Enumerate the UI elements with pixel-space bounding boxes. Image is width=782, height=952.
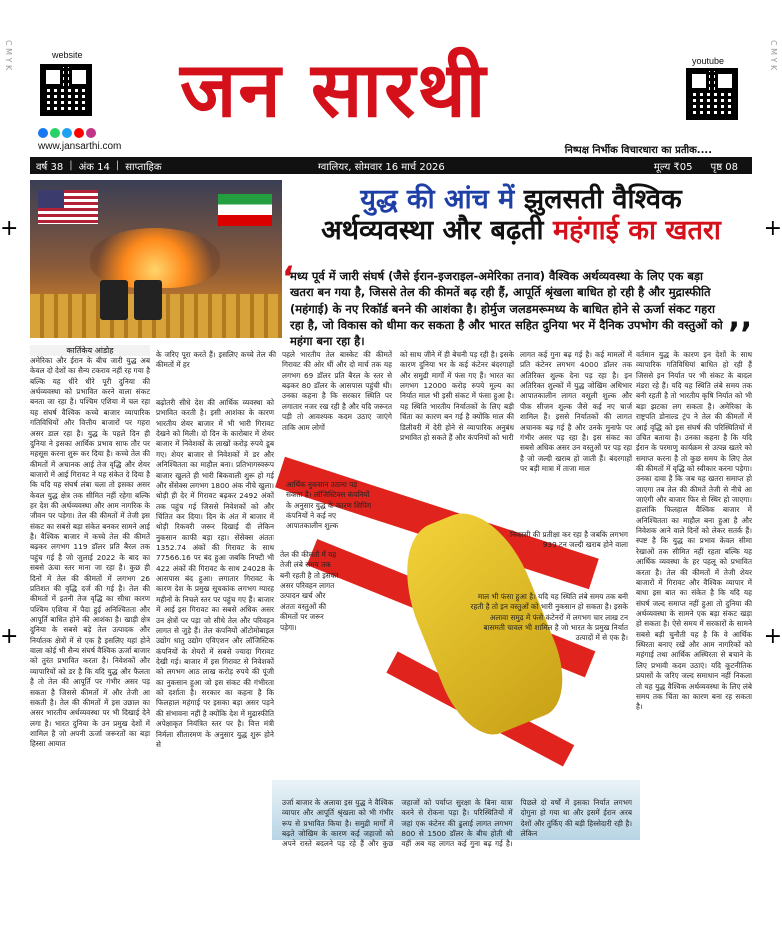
headline-part-4: महंगाई का खतरा <box>543 215 721 247</box>
main-headline <box>290 184 752 246</box>
social-icons <box>38 128 96 138</box>
article-column-4: को साथ जीने में ही बेचनी पड़ रही है। इसके कारण दुनिया भर के कई कंटेनर बंदरगाहों और समुद्री मार्गों में फंस गए हैं। भारत का लगभग 12000 करोड़ रुपये मूल्य का निर्यात माल भी इसी संकट में फंसा हुआ है। यह स्थिति भारतीय निर्यातकों के लिए बड़ी चिंता का कारण बन गई है क्योंकि माल की डिलीवरी में देरी होने से व्यापारिक अनुबंध प्रभावित हो सकते हैं और कंपनियों को भारी <box>400 350 514 442</box>
overlay-text-2: तेल की कीमतों में यह तेजी लंबे समय तक बनी रहती है तो इसका असर परिवहन लागत उत्पादन खर्च और अंततः वस्तुओं की कीमतों पर जरूर पड़ेगा। <box>280 550 339 632</box>
oil-barrel-icon <box>134 280 162 320</box>
facebook-icon[interactable] <box>38 128 48 138</box>
newspaper-brand: जन सारथी <box>180 45 488 134</box>
lead-illustration <box>30 180 282 338</box>
byline: कार्तिकेय आंडोह <box>30 345 150 356</box>
price-info: मूल्य ₹05 <box>653 161 693 173</box>
dateline: ग्वालियर, सोमवार 16 मार्च 2026 <box>318 161 445 173</box>
falling-economy-illustration <box>272 420 640 840</box>
headline-part-2: झुलसती वैश्विक <box>514 184 682 215</box>
tagline: निष्पक्ष निर्भीक विचारधारा का प्रतीक.... <box>564 145 712 156</box>
separator: | <box>69 160 73 171</box>
intro-summary: मध्य पूर्व में जारी संघर्ष (जैसे ईरान-इजराइल-अमेरिका तनाव) वैश्विक अर्थव्यवस्था के लिए एक बड़ा खतरा बन गया है, जिससे तेल की कीमतें बढ़ रही हैं, आपूर्ति श्रृंखला बाधित हो रही है और मुद्रास्फीति (महंगाई) के नए रिकॉर्ड बनने की आशंका है। होर्मुज जलडमरूमध्य के बाधित होने से ऊर्जा संकट गहरा रहा है, जो विकास को धीमा कर सकता है और भारत सहित दुनिया भर में दैनिक उपभोग की वस्तुओं को महंगा बना रहा है। <box>290 269 723 349</box>
separator: | <box>115 160 120 171</box>
oil-barrel-icon <box>100 280 128 320</box>
quote-close-icon: ’’ <box>728 315 753 353</box>
overlay-text-3: निकासी की प्रतीक्षा कर रहा है जबकि लगभग 939 टन जल्दी खराब होने वाला <box>510 530 628 550</box>
youtube-label: youtube <box>691 56 724 66</box>
article-column-5: लागत कई गुना बढ़ गई है। कई मामलों में प्रति कंटेनर लगभग 4000 डॉलर तक अतिरिक्त शुल्क देना पड़ रहा है। इन अतिरिक्त शुल्कों में युद्ध जोखिम अधिभार आपातकालीन लागत वसूली शुल्क और पीक सीजन शुल्क जैसे कई नए चार्ज शामिल हैं। इससे निर्यातकों की लागत अचानक बढ़ गई है और उनके मुनाफे पर गंभीर असर पड़ रहा है। इस संकट का सबसे अधिक असर उन वस्तुओं पर पड़ रहा है जो जल्दी खराब हो जाती हैं। बंदरगाहों पर बड़ी मात्रा में ताजा माल <box>520 350 632 473</box>
crop-mark-right: + <box>763 216 782 241</box>
article-bottom-columns: उर्जा बाजार के अलावा इस युद्ध ने वैश्विक व्यापार और आपूर्ति श्रृंखला को भी गंभीर रूप से प्रभावित किया है। समुद्री मार्गों में बढ़ते जोखिम के कारण कई जहाजों को अपने रास्ते बदलने पड़ रहे हैं और कुछ जहाजों को पर्याप्त सुरक्षा के बिना यात्रा करने से रोकना पड़ा है। परिस्थितियों में जहां एक कंटेनर की ढुलाई लागत लगभग 800 से 1500 डॉलर के बीच होती थी वहीं अब यह लागत कई गुना बढ़ गई है। पिछले दो वर्षों में इसका निर्यात लगभग दोगुना हो गया था और इसमें ईरान अरब देशों और तुर्किए की बड़ी हिस्सेदारी रही है। लेकिन <box>282 798 632 849</box>
crop-mark-left: + <box>0 216 19 241</box>
year-info: वर्ष 38 <box>36 161 64 173</box>
article-column-2-top: के जरिए पूरा करते हैं। इसलिए कच्चे तेल की कीमतों में हर <box>156 350 276 370</box>
explosion-icon <box>90 228 220 288</box>
article-column-2: बढ़ोतरी सीधे देश की आर्थिक व्यवस्था को प्रभावित करती है। इसी आशंका के कारण भारतीय शेयर बाजार में भी भारी गिरावट देखने को मिली। दो दिन के कारोबार में शेयर बाजार में निवेशकों के लाखों करोड़ रुपये डूब गए। शेयर बाजार से निवेशकों में डर और अनिश्चितता का माहौल बना। प्रतिभागस्वरूप बाजार खुलते ही भारी बिकवाली शुरू हो गई और सेंसेक्स लगभग 1800 अंक नीचे खुला। थोड़ी ही देर में गिरावट बढ़कर 2492 अंकों तक पहुंच गई जिससे निवेशकों को और चिंतित कर दिया। दिन के अंत में बाजार में थोड़ी रिकवरी जरूर दिखाई दी लेकिन नुकसान काफी बड़ा रहा। सेंसेक्स अंततः 1352.74 अंकों की गिरावट के साथ 77566.16 पर बंद हुआ जबकि निफ्टी भी 422 अंकों की गिरावट के साथ 24028 के आसपास बंद हुआ। लगातार गिरावट के कारण देश के प्रमुख सूचकांक लगभग ग्यारह महीनों के निचले स्तर पर पहुंच गए हैं। बाजार में आई इस गिरावट का सबसे अधिक असर उन क्षेत्रों पर पड़ा जो सीधे तेल और परिवहन लागत से जुड़े हैं। तेल कंपनियों ऑटोमोबाइल उद्योग धातु उद्योग एविएशन और लॉजिस्टिक कंपनियों के शेयरों में सबसे ज्यादा गिरावट देखी गई। बाजार में इस गिरावट से निवेशकों को लगभग आठ लाख करोड़ रुपये की पूंजी का नुकसान हुआ जो इस संकट की गंभीरता को दर्शाता है। सरकार का कहना है कि फिलहाल महंगाई पर इसका बड़ा असर पड़ने की संभावना नहीं है क्योंकि देश में मुद्रास्फीति अपेक्षाकृत नियंत्रित स्तर पर है। वित्त मंत्री निर्मला सीतारमण के अनुसार युद्ध शुरू होने से <box>156 398 274 749</box>
frequency-info: साप्ताहिक <box>125 161 162 173</box>
article-column-1: अमेरिका और ईरान के बीच जारी युद्ध अब केवल दो देशों का सैन्य टकराव नहीं रह गया है बल्कि यह धीरे धीरे पूरी दुनिया की अर्थव्यवस्था को प्रभावित करने वाला संकट बनता जा रहा है। पश्चिम एशिया में चल रहा यह संघर्ष वैश्विक कच्चे बाजार व्यापारिक गतिविधियों और वित्तीय बाजारों पर गहरा असर डाल रहा है। युद्ध के पहले दिन ही दुनिया ने इसका आर्थिक प्रभाव साफ तौर पर महसूस करना शुरू कर दिया है। कच्चे तेल की कीमतों में अचानक आई तेज वृद्धि और शेयर बाजारों में आई गिरावट ने यह संकेत दे दिया है कि यदि यह संघर्ष लंबा चला तो इसका असर केवल युद्ध क्षेत्र तक सीमित नहीं रहेगा बल्कि हर देश की अर्थव्यवस्था और आम नागरिक के जीवन पर पड़ेगा। तेल की कीमतों में तेजी इस संकट का सबसे बड़ा संकेत बनकर सामने आई है। वैश्विक बाजार में कच्चे तेल की कीमतें बढ़कर लगभग 119 डॉलर प्रति बैरल तक पहुंच गई है जो जुलाई 2022 के बाद का सबसे ऊंचा स्तर माना जा रहा है। कुछ ही दिनों में तेल की कीमतों में लगभग 26 प्रतिशत की वृद्धि दर्ज की गई है। तेल की कीमतों में इतनी तेज वृद्धि का सीधा कारण पश्चिम एशिया में पैदा हुई अनिश्चितता और आपूर्ति बाधित होने की आशंका है। खाड़ी क्षेत्र दुनिया के सबसे बड़े तेल उत्पादक और निर्यातक क्षेत्रों में से एक है इसलिए यहां होने वाला कोई भी सैन्य संघर्ष वैश्विक ऊर्जा बाजार को तुरंत प्रभावित करता है। निवेशकों और व्यापारियों को डर है कि यदि युद्ध और फैलता है तो तेल की आपूर्ति पर गंभीर असर पड़ सकता है जिससे कीमतों में और तेजी आ सकती है। तेल की कीमतों में इस उछाल का असर भारतीय अर्थव्यवस्था पर भी दिखाई देने लगा है। भारत दुनिया के उन प्रमुख देशों में शामिल है जो अपनी ऊर्जा जरूरतों का बड़ा हिस्सा आयात <box>30 356 150 749</box>
crop-mark-right-bottom: + <box>763 624 782 649</box>
website-qr-code <box>40 64 92 116</box>
twitter-icon[interactable] <box>62 128 72 138</box>
edition-info-bar <box>30 157 752 174</box>
iran-flag-icon <box>218 194 272 226</box>
website-label: website <box>52 50 83 60</box>
whatsapp-icon[interactable] <box>50 128 60 138</box>
article-column-3: पहले भारतीय तेल बास्केट की कीमतें गिरावट की ओर थीं और दो मार्च तक यह लगभग 69 डॉलर प्रति बैरल के स्तर से बढ़कर 80 डॉलर के आसपास पहुंची थी। उनका कहना है कि सरकार स्थिति पर लगातार नजर रख रही है और यदि जरूरत पड़ी तो आवश्यक कदम उठाए जाएंगे ताकि आम लोगों <box>282 350 392 432</box>
instagram-icon[interactable] <box>86 128 96 138</box>
headline-part-3: अर्थव्यवस्था और बढ़ती <box>321 215 544 247</box>
issue-info: अंक 14 <box>78 161 110 173</box>
quote-open-icon: ‘ <box>282 259 295 297</box>
us-flag-icon <box>38 190 98 224</box>
cmyk-strip-right: C M Y K <box>769 40 778 71</box>
page-count: पृष्ठ 08 <box>710 161 738 173</box>
article-column-6: वर्तमान युद्ध के कारण इन देशों के साथ व्यापारिक गतिविधियां बाधित हो रही हैं जिससे इन निर्यात पर भी संकट के बादल मंडरा रहे हैं। यदि यह स्थिति लंबे समय तक बनी रहती है तो भारतीय कृषि निर्यात को भी बड़ा झटका लग सकता है। अमेरिका के राष्ट्रपति डोनाल्ड ट्रंप ने तेल की कीमतों में आई वृद्धि को इस संघर्ष की परिस्थितियों में उचित बताया है। उनका कहना है कि यदि ईरान के परमाणु कार्यक्रम से उत्पन्न खतरे को समाप्त करना है तो कुछ समय के लिए तेल की कीमतों में वृद्धि को स्वीकार करना पड़ेगा। उनका दावा है कि जब यह खतरा समाप्त हो जाएगा तब तेल की कीमतें तेजी से नीचे आ जाएंगी और बाजार फिर से स्थिर हो जाएगा। हालांकि फिलहाल वैश्विक बाजार में अनिश्चितता का माहौल बना हुआ है और निवेशक आने वाले दिनों को लेकर सतर्क हैं। स्पष्ट है कि युद्ध का प्रभाव केवल सीमा रेखाओं तक सीमित नहीं रहता बल्कि यह आर्थिक व्यवस्था के हर पहलू को प्रभावित करता है। तेल की कीमतों में तेजी शेयर बाजारों में गिरावट और वैश्विक व्यापार में बाधा इस बात का संकेत है कि यदि यह संघर्ष जल्द समाप्त नहीं हुआ तो दुनिया की अर्थव्यवस्था के सामने एक बड़ा संकट खड़ा हो सकता है। ऐसे समय में सरकारों के सामने सबसे बड़ी चुनौती यह है कि वे आर्थिक स्थिरता बनाए रखें और आम नागरिकों को महंगाई तथा आर्थिक अस्थिरता से बचाने के लिए प्रभावी कदम उठाएं। यदि कूटनीतिक प्रयासों के जरिए जल्द समाधान नहीं निकला तो यह युद्ध वैश्विक अर्थव्यवस्था के लिए लंबे समय तक चिंता का कारण बना रह सकता है। <box>636 350 752 712</box>
overlay-text-1: आर्थिक नुकसान उठाना पड़ सकता है। लॉजिस्टिक्स कंपनियों के अनुसार युद्ध के कारण शिपिंग कंपनियों ने कई नए आपातकालीन शुल्क <box>286 480 372 531</box>
headline-part-1: युद्ध की आंच में <box>360 184 515 215</box>
site-url[interactable]: www.jansarthi.com <box>38 141 122 152</box>
youtube-icon[interactable] <box>74 128 84 138</box>
crop-mark-left-bottom: + <box>0 624 19 649</box>
overlay-text-4: माल भी फंसा हुआ है। यदि यह स्थिति लंबे समय तक बनी रहती है तो इन वस्तुओं को भारी नुकसान हो सकता है। इसके अलावा समुद्र में फंसे कंटेनरों में लगभग चार लाख टन बासमती चावल भी शामिल है जो भारत के प्रमुख निर्यात उत्पादों में से एक है। <box>470 592 628 643</box>
youtube-qr-code <box>686 68 738 120</box>
masthead <box>30 45 752 156</box>
cmyk-strip-left: C M Y K <box>4 40 13 71</box>
